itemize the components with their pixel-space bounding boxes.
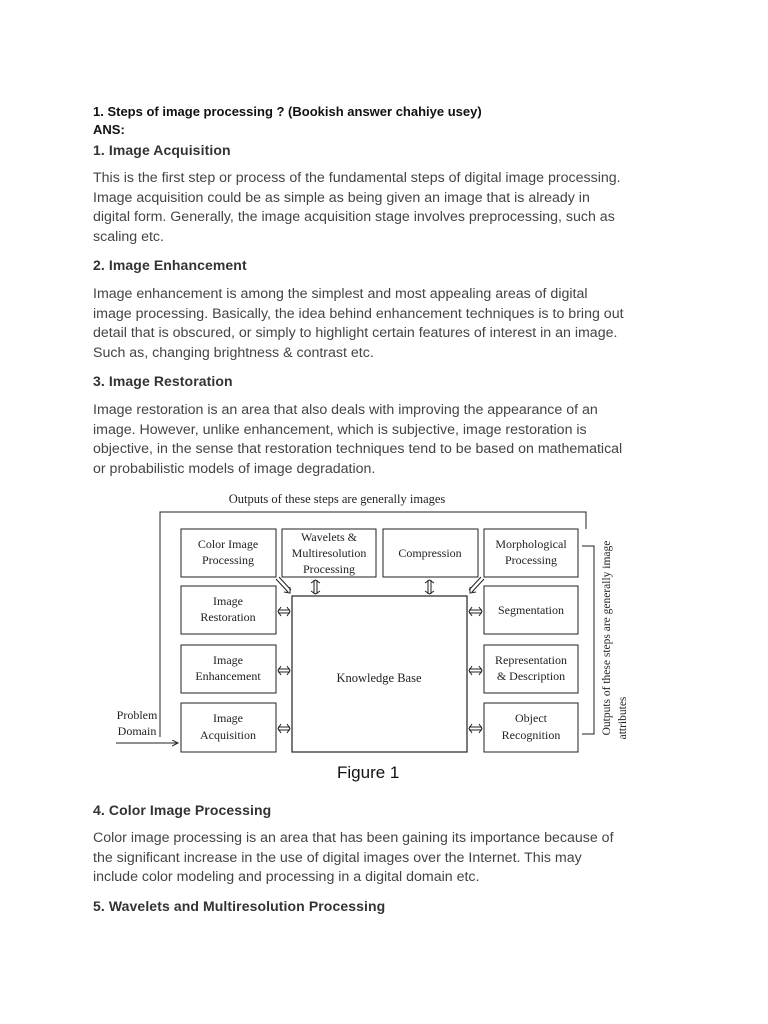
attributes-bracket (582, 546, 594, 734)
figure-image-processing-steps (108, 488, 648, 788)
paragraph-line: the significant increase in the use of digital images over the Internet. This may (93, 849, 582, 866)
paragraph-line: Color image processing is an area that has been gaining its importance because of (93, 830, 614, 846)
paragraph-line: digital form. Generally, the image acquisition stage involves preprocessing, such as (93, 209, 615, 226)
box-label-line: Processing (303, 562, 355, 576)
paragraph-line: Such as, changing brightness & contrast etc. (93, 344, 374, 361)
paragraph-line: objective, in the sense that restoration techniques tend to be based on mathematical (93, 441, 623, 458)
section-paragraph-image-restoration (93, 401, 678, 479)
side-label-line: attributes (617, 696, 629, 740)
paragraph-line: image. However, unlike enhancement, which is subjective, image restoration is (93, 421, 587, 438)
box-representation-description (484, 645, 578, 693)
box-compression (383, 529, 478, 577)
box-label-line: Processing (505, 553, 557, 567)
paragraph-line: Image enhancement is among the simplest and most appealing areas of digital (93, 286, 588, 302)
box-image-enhancement (181, 645, 276, 693)
box-label: Compression (398, 546, 462, 560)
box-color-image-processing (181, 529, 276, 577)
box-morphological-processing (484, 529, 578, 577)
paragraph-line: Image acquisition could be as simple as being given an image that is already in (93, 189, 590, 206)
section-paragraph-image-acquisition (93, 169, 678, 247)
box-label-line: & Description (496, 669, 566, 683)
section-heading-image-restoration: 3. Image Restoration (93, 373, 233, 389)
section-heading-image-acquisition: 1. Image Acquisition (93, 142, 231, 158)
answer-label: ANS: (93, 122, 125, 137)
box-label-line: Recognition (501, 728, 561, 742)
box-wavelets (282, 529, 376, 577)
box-segmentation (484, 586, 578, 634)
paragraph-line: image processing. Basically, the idea behind enhancement techniques is to bring out (93, 305, 624, 322)
paragraph-line: detail that is obscured, or simply to highlight certain features of interest in an image. (93, 325, 618, 342)
box-image-restoration (181, 586, 276, 634)
section-paragraph-image-enhancement (93, 285, 678, 363)
box-label-line: Processing (202, 553, 254, 567)
box-label: Segmentation (498, 603, 564, 617)
section-heading-image-enhancement: 2. Image Enhancement (93, 257, 247, 273)
paragraph-line: This is the first step or process of the fundamental steps of digital image processing. (93, 170, 621, 186)
figure-top-label: Outputs of these steps are generally images (228, 492, 446, 506)
box-label-line: Image (213, 711, 243, 725)
section-heading-wavelets: 5. Wavelets and Multiresolution Processing (93, 898, 386, 914)
box-label: Knowledge Base (336, 671, 422, 685)
box-label-line: Wavelets & (300, 530, 358, 544)
box-knowledge-base (292, 596, 467, 752)
box-label-line: Multiresolution (291, 546, 367, 560)
box-label-line: Image (213, 653, 243, 667)
box-label-line: Morphological (495, 537, 567, 551)
section-paragraph-color-image-processing (93, 829, 678, 888)
box-label-line: Enhancement (195, 669, 261, 683)
paragraph-line: Image restoration is an area that also deals with improving the appearance of an (93, 402, 598, 418)
box-object-recognition (484, 703, 578, 752)
box-label-line: Color Image (197, 537, 259, 551)
box-image-acquisition (181, 703, 276, 752)
paragraph-line: include color modeling and processing in a digital domain etc. (93, 869, 480, 886)
side-label-line: Outputs of these steps are generally image (601, 540, 613, 736)
paragraph-line: or probabilistic models of image degradation. (93, 460, 376, 477)
box-label-line: Representation (495, 653, 567, 667)
section-heading-color-image-processing: 4. Color Image Processing (93, 802, 272, 818)
paragraph-line: scaling etc. (93, 228, 164, 245)
box-label-line: Object (515, 711, 547, 725)
box-label-line: Image (213, 594, 243, 608)
figure-caption: Figure 1 (337, 763, 400, 782)
box-label-line: Restoration (200, 610, 256, 624)
problem-domain-label-line: Problem (116, 708, 158, 722)
problem-domain-label-line: Domain (117, 724, 157, 738)
question-title: 1. Steps of image processing ? (Bookish answer chahiye usey) (93, 104, 482, 119)
box-label-line: Acquisition (200, 728, 256, 742)
